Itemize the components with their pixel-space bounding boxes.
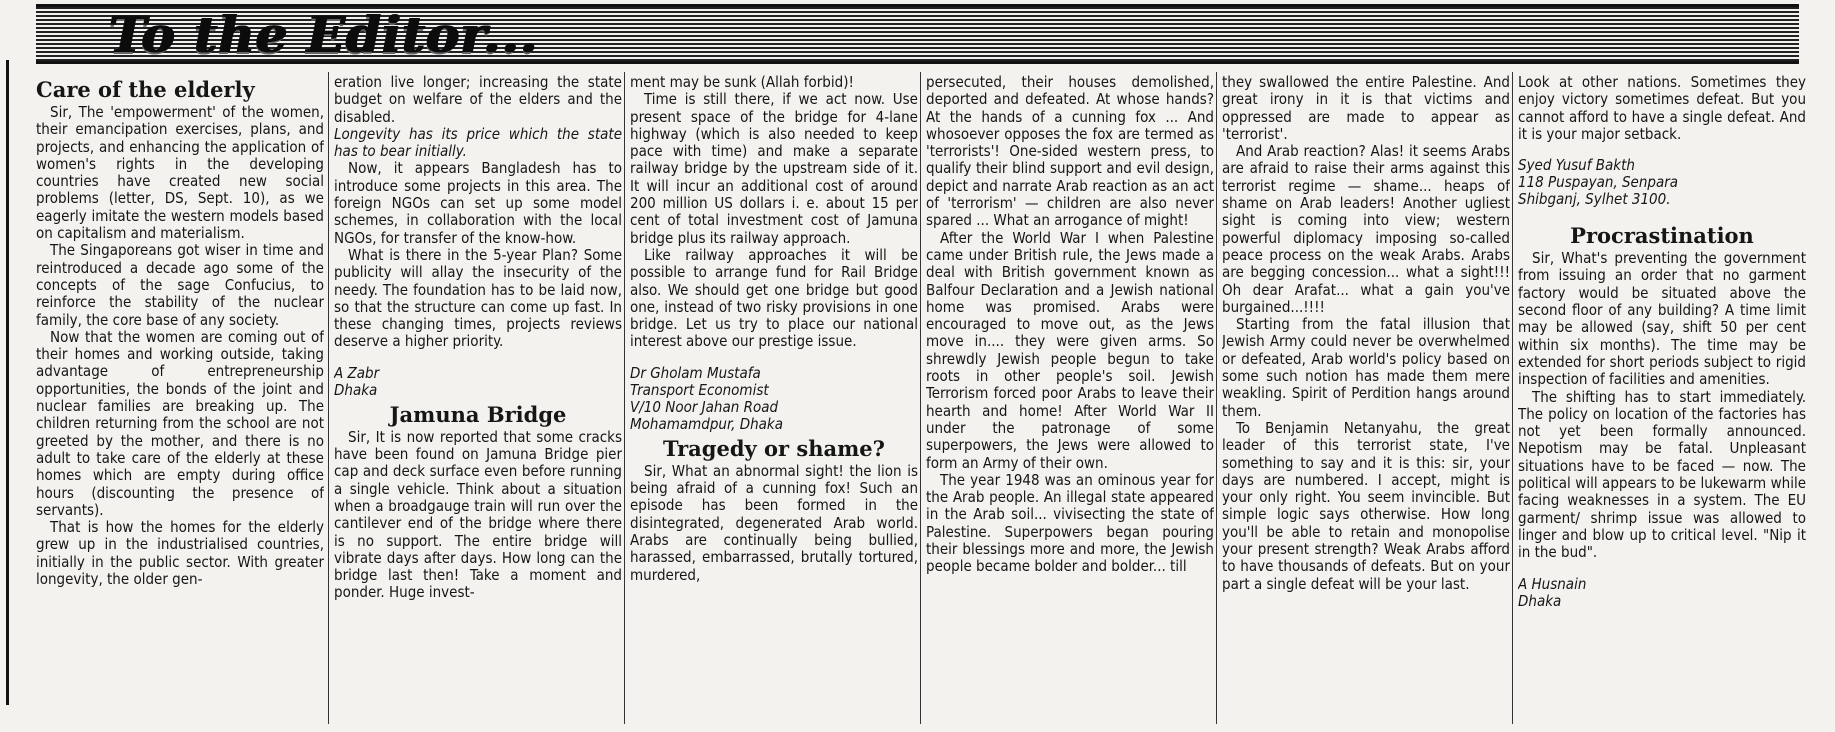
signature-address: 118 Puspayan, Senpara (1518, 173, 1679, 192)
column-2 (334, 74, 622, 724)
letter-paragraph: To Benjamin Netanyahu, the great leader of this terrorist state, I've something to say and it is this: sir, your days are numbered. I accept, might is your only right. You seem invincible. But simple logic says otherwise. How long you'll be able to retain and monopolise your present strength? Weak Arabs afford to have thousands of defeats. But on your part a single defeat will be your last. (1222, 418, 1510, 593)
signature-address: V/10 Noor Jahan Road (630, 397, 779, 416)
signature-name: A Zabr (334, 363, 380, 382)
signature-address: Shibganj, Sylhet 3100. (1518, 190, 1671, 209)
letter-paragraph: Starting from the fatal illusion that Jewish Army could never be overwhelmed or defeated, Arab world's policy based on some such notion has made them mere weakling. Spirit of Perdition hangs around them. (1222, 315, 1510, 420)
letter-paragraph: And Arab reaction? Alas! it seems Arabs are afraid to raise their arms against this terrorist regime — shame... heaps of shame on Arab leaders! Another ugliest sight is coming into view; western powerful diplomacy imposing so-called peace process on the weak Arabs. Arabs are begging concession... what a sight!!! Oh dear Arafat... what a gain you've burgained...!!!! (1222, 142, 1510, 316)
letter-paragraph: The shifting has to start immediately. The policy on location of the factories has not yet been formally announced. Nepotism may be fatal. Unpleasant situations have to be faced — now. The political will appears to be lukewarm while facing weaknesses in a system. The EU garment/ shrimp issue was allowed to linger and blow up to critical level. "Nip it in the bud". (1518, 387, 1806, 562)
signature-name: Syed Yusuf Bakth (1518, 156, 1635, 175)
letter-heading-elderly: Care of the elderly (36, 77, 255, 102)
letter-paragraph-continued: ment may be sunk (Allah forbid)! (630, 74, 854, 91)
letter-paragraph: Sir, The 'empowerment' of the women, their emancipation exercises, plans, and projects, and enhancing the application of women's rights in the developing countries have created new social problems (letter, DS, Sept. 10), as we eagerly imitate the western models based on capitalism and materialism. (36, 103, 324, 243)
letter-heading-tragedy: Tragedy or shame? (663, 435, 885, 461)
column-4 (926, 74, 1214, 724)
letter-paragraph: What is there in the 5-year Plan? Some publicity will allay the insecurity of the needy. The foundation has to be laid now, so that the structure can come up fast. In these changing times, projects reviews deserve a higher priority. (334, 245, 622, 351)
page-edge-rule (0, 60, 9, 705)
letter-paragraph: After the World War I when Palestine came under British rule, the Jews made a deal with British government known as Balfour Declaration and a Jewish national home was promised. Arabs were encouraged to move out, as the Jews move in.... they were given arms. So shrewdly Jewish people begun to take roots in other people's soil. Jewish Terrorism forced poor Arabs to leave their hearth and home! After World War II under the patronage of some superpowers, the Jews were allowed to form an Army of their own. (926, 228, 1214, 472)
column-1 (36, 74, 324, 724)
letter-paragraph: The Singaporeans got wiser in time and reintroduced a decade ago some of the concepts of the sage Confucius, to reinforce the stability of the nuclear family, the core base of any society. (36, 241, 324, 329)
column-3 (630, 74, 918, 724)
letter-paragraph: Look at other nations. Sometimes they enjoy victory sometimes defeat. But you cannot afford to have a single defeat. And it is your major setback. (1518, 74, 1806, 143)
masthead-banner (36, 4, 1799, 64)
column-divider (920, 72, 921, 724)
letter-paragraph: Sir, It is now reported that some cracks have been found on Jamuna Bridge pier cap and deck surface even before running a single vehicle. Think about a situation when a broadgauge train will run over the cantilever end of the bridge where there is no support. The entire bridge will vibrate days after days. How long can the bridge last then! Take a moment and ponder. Huge invest- (334, 427, 622, 602)
letter-heading-jamuna: Jamuna Bridge (389, 401, 567, 427)
letter-paragraph: Now that the women are coming out of their homes and working outside, taking advantage of entrepreneurship opportunities, the bonds of the joint and nuclear families are breaking up. The children returning from the school are not greeted by the mother, and there is no adult to take care of the elderly at these homes which are empty during office hours (discounting the presence of servants). (36, 327, 324, 519)
letter-paragraph-continued: persecuted, their houses demolished, deported and defeated. At whose hands? At the hands of a cunning fox ... And whosoever opposes the fox are termed as 'terrorists'! One-sided western press, to qualify their blind support and evil design, depict and narrate Arab reaction as an act of 'terrorism' — children are also never spared ... What an arrogance of might! (926, 74, 1214, 230)
column-divider (1512, 72, 1513, 724)
column-divider (1216, 72, 1217, 724)
signature-address: Mohamamdpur, Dhaka (630, 414, 784, 433)
column-6 (1518, 74, 1806, 724)
letter-paragraph: Sir, What an abnormal sight! the lion is being afraid of a cunning fox! Such an episode has been formed in the disintegrated, degenerated Arab world. Arabs are continually being bullied, harassed, embarrassed, brutally tortured, murdered, (630, 461, 918, 584)
signature-title: Transport Economist (630, 380, 769, 399)
letter-paragraph: The year 1948 was an ominous year for the Arab people. An illegal state appeared in the Arab soil... vivisecting the state of Palestine. Superpowers began pouring their blessings more and more, the Jewish people became bolder and bolder... till (926, 470, 1214, 576)
signature-name: A Husnain (1518, 574, 1587, 593)
letter-paragraph-continued: eration live longer; increasing the state budget on welfare of the elders and the disabled. (334, 74, 622, 126)
letter-paragraph: Like railway approaches it will be possible to arrange fund for Rail Bridge also. We should get one bridge but good one, instead of two risky provisions in one bridge. Let us try to place our national interest above our prestige issue. (630, 245, 918, 351)
column-divider (624, 72, 625, 724)
letter-paragraph-continued: they swallowed the entire Palestine. And great irony in it is that victims and oppressed are made to appear as 'terrorist'. (1222, 74, 1510, 143)
column-divider (328, 72, 329, 724)
letter-paragraph: Now, it appears Bangladesh has to introduce some projects in this area. The foreign NGOs can set up some model schemes, in collaboration with the local NGOs, for transfer of the know-how. (334, 159, 622, 247)
spacer (1518, 208, 1806, 220)
signature-place: Dhaka (334, 380, 378, 399)
letter-heading-procrastination: Procrastination (1570, 223, 1754, 249)
section-title: To the Editor... (108, 5, 538, 64)
letter-paragraph: Sir, What's preventing the government from issuing an order that no garment factory would be situated above the second floor of any building? A time limit may be allowed (say, shift 50 per cent within six months). The time may be extended for short periods subject to rigid inspection of facilities and amenities. (1518, 249, 1806, 389)
letter-paragraph: Time is still there, if we act now. Use present space of the bridge for 4-lane highway (which is also needed to keep pace with time) and make a separate railway bridge by the upstream side of it. It will incur an additional cost of around 200 million US dollars i. e. about 15 per cent of total investment cost of Jamuna bridge plus its railway approach. (630, 90, 918, 247)
column-5 (1222, 74, 1510, 724)
letter-paragraph: That is how the homes for the elderly grew up in the industrialised countries, initially in the public sector. With greater longevity, the older gen- (36, 518, 324, 589)
letter-paragraph-italic: Longevity has its price which the state has to bear initially. (334, 124, 622, 161)
signature-name: Dr Gholam Mustafa (630, 363, 761, 382)
signature-place: Dhaka (1518, 591, 1562, 610)
